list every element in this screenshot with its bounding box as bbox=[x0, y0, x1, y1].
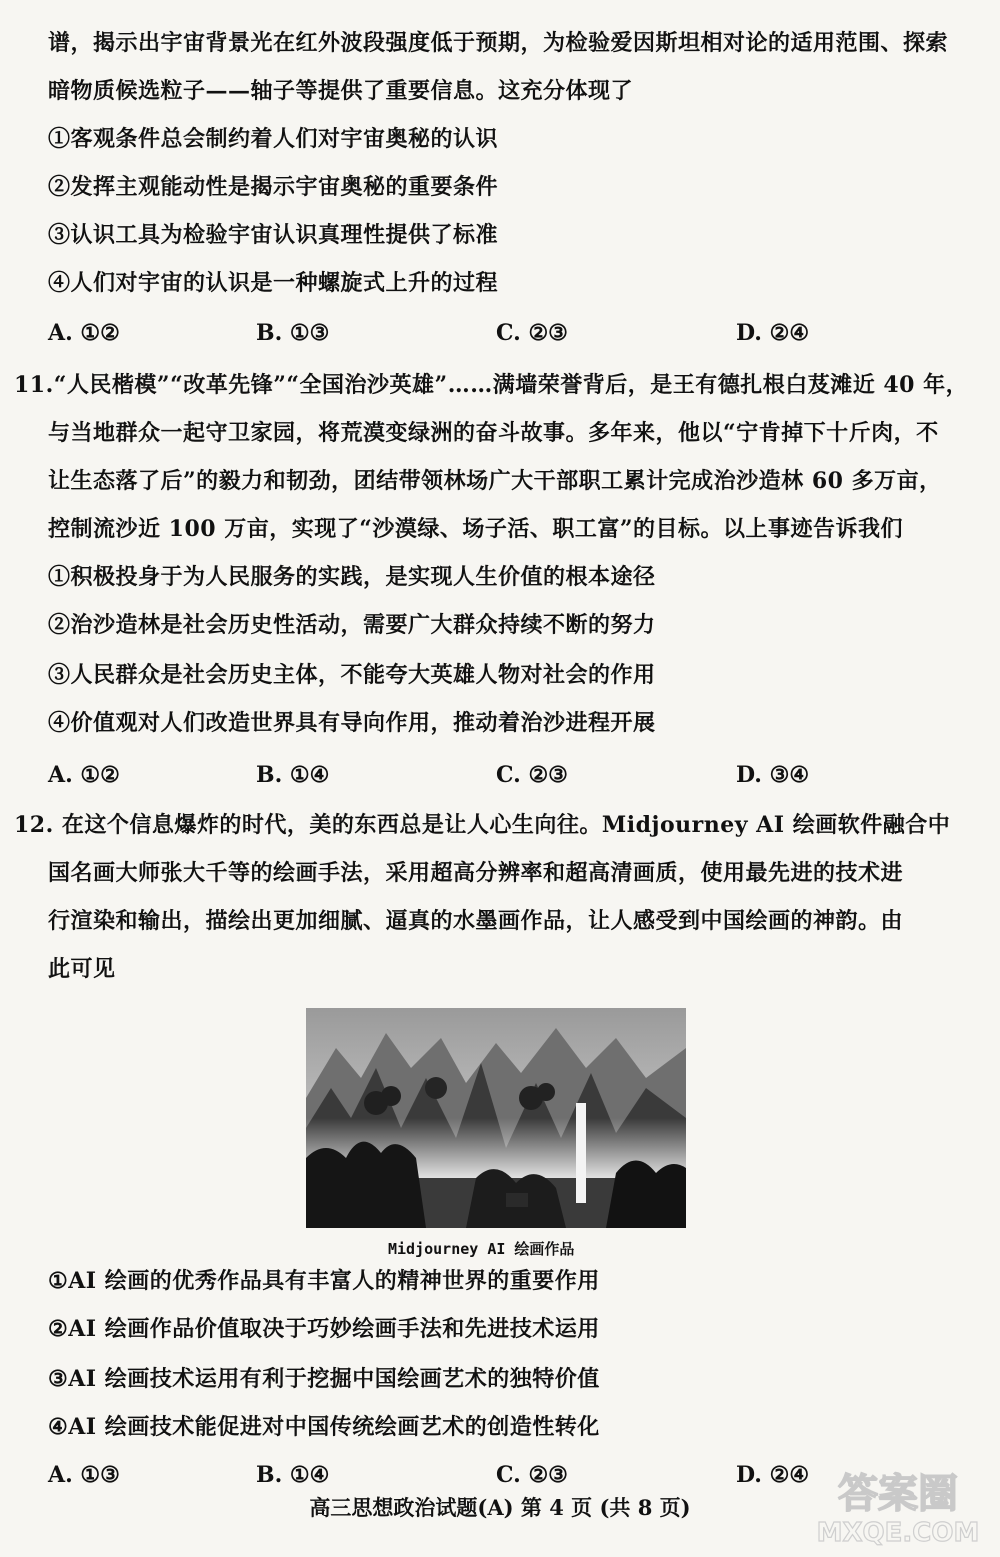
watermark-top-text: 答案圈 bbox=[838, 1471, 958, 1517]
q10-option-c: C. ②③ bbox=[496, 320, 568, 346]
watermark-logo bbox=[808, 1459, 988, 1549]
ink-painting-figure bbox=[306, 1008, 686, 1228]
q11-item-4: ④价值观对人们改造世界具有导向作用，推动着治沙进程开展 bbox=[48, 710, 656, 736]
q12-option-c: C. ②③ bbox=[496, 1462, 568, 1488]
q12-item-4: ④AI 绘画技术能促进对中国传统绘画艺术的创造性转化 bbox=[48, 1414, 600, 1440]
q11-option-d: D. ③④ bbox=[736, 762, 810, 788]
q11-stem-line-2: 与当地群众一起守卫家园，将荒漠变绿洲的奋斗故事。多年来，他以“宁肯掉下十斤肉，不 bbox=[48, 420, 939, 446]
q10-item-3: ③认识工具为检验宇宙认识真理性提供了标准 bbox=[48, 222, 499, 248]
q12-item-2: ②AI 绘画作品价值取决于巧妙绘画手法和先进技术运用 bbox=[48, 1316, 600, 1342]
figure-caption: Midjourney AI 绘画作品 bbox=[388, 1240, 575, 1258]
q11-option-a: A. ①② bbox=[48, 762, 120, 788]
q10-stem-line-2: 暗物质候选粒子——轴子等提供了重要信息。这充分体现了 bbox=[48, 78, 634, 104]
watermark-bottom-text: MXQE.COM bbox=[816, 1518, 980, 1548]
q12-item-1: ①AI 绘画的优秀作品具有丰富人的精神世界的重要作用 bbox=[48, 1268, 600, 1294]
q10-item-4: ④人们对宇宙的认识是一种螺旋式上升的过程 bbox=[48, 270, 499, 296]
q10-option-d: D. ②④ bbox=[736, 320, 810, 346]
q12-stem-line-3: 行渲染和输出，描绘出更加细腻、逼真的水墨画作品，让人感受到中国绘画的神韵。由 bbox=[48, 908, 904, 934]
q12-option-a: A. ①③ bbox=[48, 1462, 120, 1488]
q10-stem-line-1: 谱，揭示出宇宙背景光在红外波段强度低于预期，为检验爱因斯坦相对论的适用范围、探索 bbox=[48, 30, 949, 56]
q10-option-a: A. ①② bbox=[48, 320, 120, 346]
q12-option-b: B. ①④ bbox=[256, 1462, 330, 1488]
q12-stem-line-4: 此可见 bbox=[48, 956, 116, 982]
page-footer: 高三思想政治试题(A) 第 4 页 (共 8 页) bbox=[309, 1495, 691, 1520]
q12-stem-line-1: 12. 在这个信息爆炸的时代，美的东西总是让人心生向往。Midjourney AI 绘画软件融合中 bbox=[14, 812, 951, 838]
q10-item-2: ②发挥主观能动性是揭示宇宙奥秘的重要条件 bbox=[48, 174, 499, 200]
q11-stem-line-1: 11.“人民楷模”“改革先锋”“全国治沙英雄”……满墙荣誉背后，是王有德扎根白芨滩近 40 年， bbox=[14, 372, 969, 398]
q10-option-b: B. ①③ bbox=[256, 320, 330, 346]
q11-stem-line-4: 控制流沙近 100 万亩，实现了“沙漠绿、场子活、职工富”的目标。以上事迹告诉我们 bbox=[48, 516, 904, 542]
q12-item-3: ③AI 绘画技术运用有利于挖掘中国绘画艺术的独特价值 bbox=[48, 1366, 600, 1392]
q10-item-1: ①客观条件总会制约着人们对宇宙奥秘的认识 bbox=[48, 126, 499, 152]
q12-option-d: D. ②④ bbox=[736, 1462, 810, 1488]
q11-item-2: ②治沙造林是社会历史性活动，需要广大群众持续不断的努力 bbox=[48, 612, 656, 638]
q12-stem-line-2: 国名画大师张大千等的绘画手法，采用超高分辨率和超高清画质，使用最先进的技术进 bbox=[48, 860, 904, 886]
q11-item-1: ①积极投身于为人民服务的实践，是实现人生价值的根本途径 bbox=[48, 564, 656, 590]
q11-option-b: B. ①④ bbox=[256, 762, 330, 788]
q11-stem-line-3: 让生态落了后”的毅力和韧劲，团结带领林场广大干部职工累计完成治沙造林 60 多万亩， bbox=[48, 468, 942, 494]
ink-painting-image bbox=[306, 1008, 686, 1228]
q11-option-c: C. ②③ bbox=[496, 762, 568, 788]
q11-item-3: ③人民群众是社会历史主体，不能夸大英雄人物对社会的作用 bbox=[48, 662, 656, 688]
